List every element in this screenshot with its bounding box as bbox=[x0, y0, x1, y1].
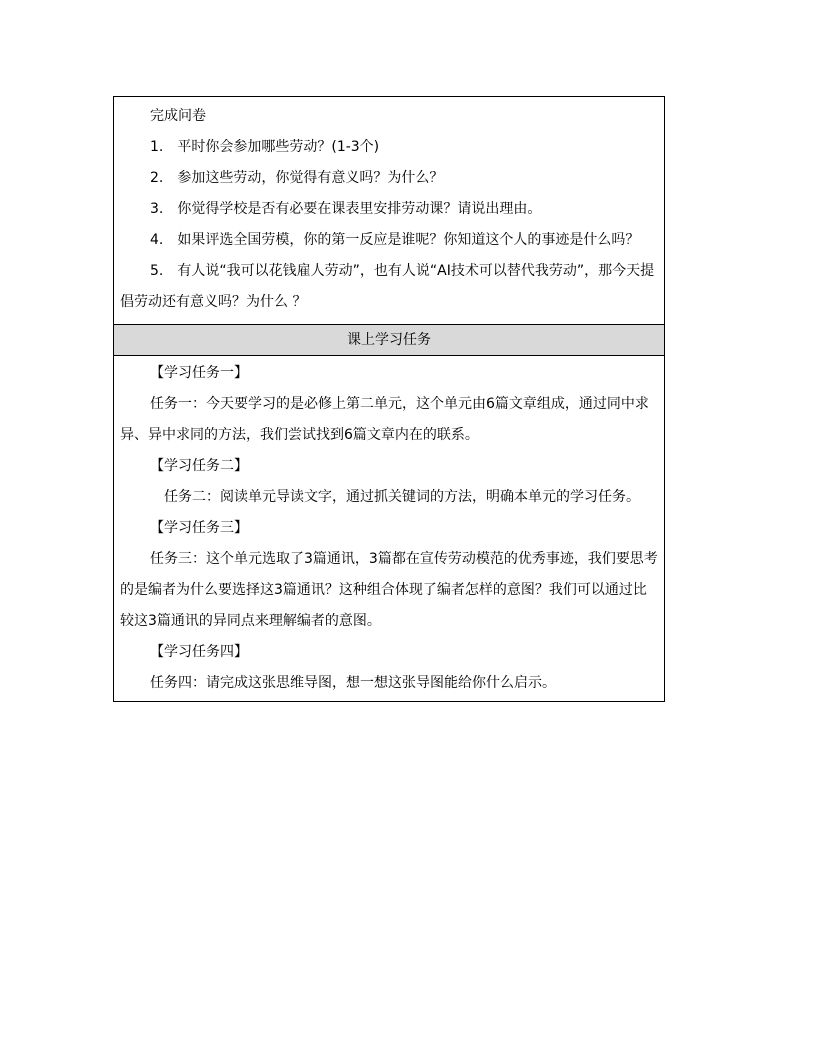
task-1-text: 任务一：今天要学习的是必修上第二单元，这个单元由6篇文章组成，通过同中求异、异中求同的方法，我们尝试找到6篇文章内在的联系。 bbox=[120, 396, 649, 443]
document-table bbox=[113, 96, 665, 702]
question-number: 5. bbox=[150, 263, 164, 279]
task-2-text: 任务二：阅读单元导读文字，通过抓关键词的方法，明确本单元的学习任务。 bbox=[164, 489, 640, 505]
task-3-text: 任务三：这个单元选取了3篇通讯，3篇都在宣传劳动模范的优秀事迹，我们要思考的是编者为什么要选择这3篇通讯？这种组合体现了编者怎样的意图？我们可以通过比较这3篇通讯的异同点来理解编者的意图。 bbox=[120, 551, 658, 629]
task-2-heading: 【学习任务二】 bbox=[150, 458, 248, 474]
question-text: 平时你会参加哪些劳动？(1-3个) bbox=[177, 139, 380, 155]
question-4 bbox=[120, 225, 658, 256]
task-4-text: 任务四：请完成这张思维导图，想一想这张导图能给你什么启示。 bbox=[150, 675, 556, 691]
question-1 bbox=[120, 132, 658, 163]
question-5 bbox=[120, 256, 658, 318]
task-3-heading: 【学习任务三】 bbox=[150, 520, 248, 536]
section-header: 课上学习任务 bbox=[114, 324, 664, 356]
tasks-cell bbox=[114, 356, 664, 701]
question-number: 4. bbox=[150, 232, 164, 248]
task-4-heading: 【学习任务四】 bbox=[150, 644, 248, 660]
question-number: 1. bbox=[150, 139, 164, 155]
question-number: 3. bbox=[150, 201, 164, 217]
questionnaire-cell bbox=[114, 97, 664, 324]
question-3 bbox=[120, 194, 658, 225]
questionnaire-title: 完成问卷 bbox=[150, 108, 206, 124]
question-2 bbox=[120, 163, 658, 194]
question-text: 你觉得学校是否有必要在课表里安排劳动课？请说出理由。 bbox=[177, 201, 542, 217]
question-text: 参加这些劳动，你觉得有意义吗？为什么？ bbox=[177, 170, 444, 186]
task-1-heading: 【学习任务一】 bbox=[150, 365, 248, 381]
question-text: 如果评选全国劳模，你的第一反应是谁呢？你知道这个人的事迹是什么吗？ bbox=[177, 232, 640, 248]
question-number: 2. bbox=[150, 170, 164, 186]
question-text: 有人说“我可以花钱雇人劳动”，也有人说“AI技术可以替代我劳动”，那今天提倡劳动还有意义吗？为什么 ？ bbox=[120, 263, 655, 310]
